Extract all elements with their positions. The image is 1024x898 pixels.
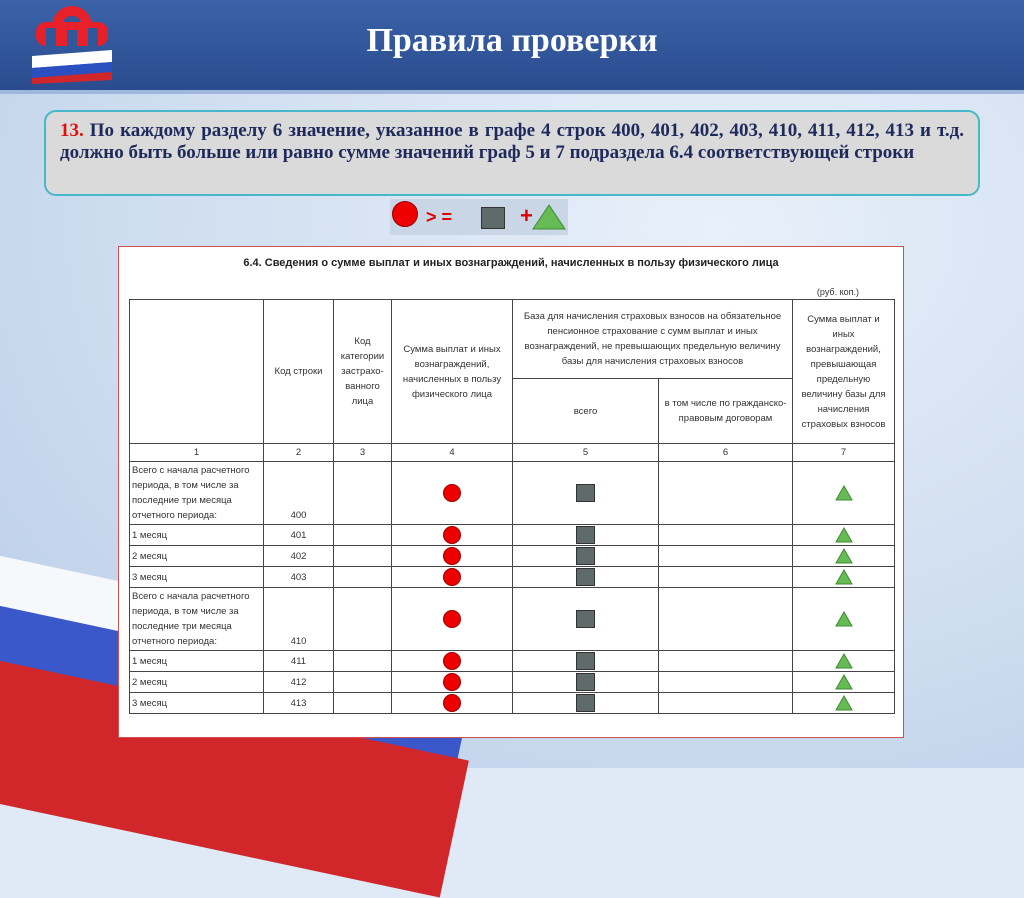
base-total-cell bbox=[513, 525, 659, 546]
row-label: 2 месяц bbox=[130, 672, 264, 693]
base-civil-cell bbox=[659, 525, 793, 546]
sum-cell bbox=[392, 546, 513, 567]
red-circle-icon bbox=[443, 484, 461, 502]
green-triangle-icon bbox=[835, 548, 853, 564]
sum-cell bbox=[392, 567, 513, 588]
table-row bbox=[130, 693, 895, 714]
header-c1 bbox=[130, 300, 264, 444]
column-number: 4 bbox=[392, 444, 513, 462]
category-cell bbox=[334, 462, 392, 525]
gray-square-icon bbox=[576, 526, 595, 544]
sum-cell bbox=[392, 693, 513, 714]
category-cell bbox=[334, 651, 392, 672]
row-label: Всего с начала расчетного периода, в том числе за последние три месяца отчетного периода: bbox=[130, 588, 264, 651]
table-row bbox=[130, 546, 895, 567]
gray-square-icon bbox=[576, 673, 595, 691]
category-cell bbox=[334, 588, 392, 651]
row-label: 3 месяц bbox=[130, 693, 264, 714]
column-number: 1 bbox=[130, 444, 264, 462]
header-c5-6: База для начисления страховых взносов на обязательное пенсионное страхование с сумм выплат и иных вознаграждений, не превышающих предельную величину базы для начисления страховых взносов bbox=[513, 300, 793, 379]
legend-plus-label: + bbox=[520, 203, 533, 228]
form-unit: (руб. коп.) bbox=[816, 287, 859, 297]
header-c7: Сумма выплат и иных вознаграждений, превышающая предельную величину базы для начисления страховых взносов bbox=[793, 300, 895, 444]
table-row bbox=[130, 525, 895, 546]
sum-cell bbox=[392, 672, 513, 693]
category-cell bbox=[334, 693, 392, 714]
column-number: 7 bbox=[793, 444, 895, 462]
base-civil-cell bbox=[659, 651, 793, 672]
excess-cell bbox=[793, 567, 895, 588]
base-civil-cell bbox=[659, 693, 793, 714]
form-document bbox=[118, 246, 904, 738]
green-triangle-icon bbox=[835, 485, 853, 501]
green-triangle-icon bbox=[835, 527, 853, 543]
column-number: 2 bbox=[264, 444, 334, 462]
green-triangle-icon bbox=[835, 569, 853, 585]
red-circle-icon bbox=[392, 201, 418, 227]
base-total-cell bbox=[513, 672, 659, 693]
red-circle-icon bbox=[443, 568, 461, 586]
header-bar bbox=[0, 0, 1024, 94]
table-row bbox=[130, 567, 895, 588]
base-total-cell bbox=[513, 588, 659, 651]
sum-cell bbox=[392, 525, 513, 546]
green-triangle-icon bbox=[835, 653, 853, 669]
row-label: 3 месяц bbox=[130, 567, 264, 588]
excess-cell bbox=[793, 672, 895, 693]
base-total-cell bbox=[513, 462, 659, 525]
sum-cell bbox=[392, 588, 513, 651]
row-code: 410 bbox=[264, 588, 334, 651]
column-number: 5 bbox=[513, 444, 659, 462]
gray-square-icon bbox=[481, 207, 505, 229]
row-code: 402 bbox=[264, 546, 334, 567]
category-cell bbox=[334, 567, 392, 588]
gray-square-icon bbox=[576, 694, 595, 712]
header-c5: всего bbox=[513, 379, 659, 444]
base-civil-cell bbox=[659, 672, 793, 693]
rule-number: 13. bbox=[60, 120, 84, 141]
base-civil-cell bbox=[659, 462, 793, 525]
sum-cell bbox=[392, 651, 513, 672]
base-total-cell bbox=[513, 546, 659, 567]
rule-box bbox=[44, 110, 980, 196]
base-civil-cell bbox=[659, 588, 793, 651]
row-code: 413 bbox=[264, 693, 334, 714]
header-c4: Сумма выплат и иных вознаграждений, начисленных в пользу физического лица bbox=[392, 300, 513, 444]
table-row bbox=[130, 462, 895, 525]
category-cell bbox=[334, 672, 392, 693]
sum-cell bbox=[392, 462, 513, 525]
slide-title: Правила проверки bbox=[366, 22, 658, 59]
excess-cell bbox=[793, 525, 895, 546]
rule-text: По каждому разделу 6 значение, указанное в графе 4 строк 400, 401, 402, 403, 410, 411, 412, 413 и т.д. должно быть больше или равно сумме значений граф 5 и 7 подраздела 6.4 соответствующей строки bbox=[60, 120, 965, 163]
excess-cell bbox=[793, 651, 895, 672]
excess-cell bbox=[793, 588, 895, 651]
table-row bbox=[130, 672, 895, 693]
green-triangle-icon bbox=[835, 674, 853, 690]
red-circle-icon bbox=[443, 694, 461, 712]
gray-square-icon bbox=[576, 610, 595, 628]
base-total-cell bbox=[513, 651, 659, 672]
green-triangle-icon bbox=[835, 695, 853, 711]
gray-square-icon bbox=[576, 547, 595, 565]
base-civil-cell bbox=[659, 546, 793, 567]
row-label: Всего с начала расчетного периода, в том числе за последние три месяца отчетного периода: bbox=[130, 462, 264, 525]
form-title: 6.4. Сведения о сумме выплат и иных вознаграждений, начисленных в пользу физического лица bbox=[243, 257, 779, 269]
header-c2: Код строки bbox=[264, 300, 334, 444]
excess-cell bbox=[793, 462, 895, 525]
form-table bbox=[129, 299, 895, 714]
green-triangle-icon bbox=[531, 203, 567, 231]
column-number: 6 bbox=[659, 444, 793, 462]
row-label: 2 месяц bbox=[130, 546, 264, 567]
red-circle-icon bbox=[443, 652, 461, 670]
base-civil-cell bbox=[659, 567, 793, 588]
gray-square-icon bbox=[576, 484, 595, 502]
row-code: 400 bbox=[264, 462, 334, 525]
gray-square-icon bbox=[576, 568, 595, 586]
gray-square-icon bbox=[576, 652, 595, 670]
red-circle-icon bbox=[443, 673, 461, 691]
base-total-cell bbox=[513, 693, 659, 714]
column-number: 3 bbox=[334, 444, 392, 462]
legend-gte-label: > = bbox=[426, 207, 453, 227]
row-label: 1 месяц bbox=[130, 651, 264, 672]
column-number-row bbox=[130, 444, 895, 462]
row-code: 401 bbox=[264, 525, 334, 546]
row-label: 1 месяц bbox=[130, 525, 264, 546]
red-circle-icon bbox=[443, 610, 461, 628]
table-header-row bbox=[130, 300, 895, 379]
base-total-cell bbox=[513, 567, 659, 588]
row-code: 412 bbox=[264, 672, 334, 693]
excess-cell bbox=[793, 546, 895, 567]
category-cell bbox=[334, 546, 392, 567]
table-row bbox=[130, 651, 895, 672]
row-code: 403 bbox=[264, 567, 334, 588]
header-c6: в том числе по гражданско-правовым договорам bbox=[659, 379, 793, 444]
row-code: 411 bbox=[264, 651, 334, 672]
legend bbox=[390, 199, 568, 235]
red-circle-icon bbox=[443, 547, 461, 565]
excess-cell bbox=[793, 693, 895, 714]
red-circle-icon bbox=[443, 526, 461, 544]
header-c3: Код категории застрахо-ванного лица bbox=[334, 300, 392, 444]
table-row bbox=[130, 588, 895, 651]
green-triangle-icon bbox=[835, 611, 853, 627]
category-cell bbox=[334, 525, 392, 546]
